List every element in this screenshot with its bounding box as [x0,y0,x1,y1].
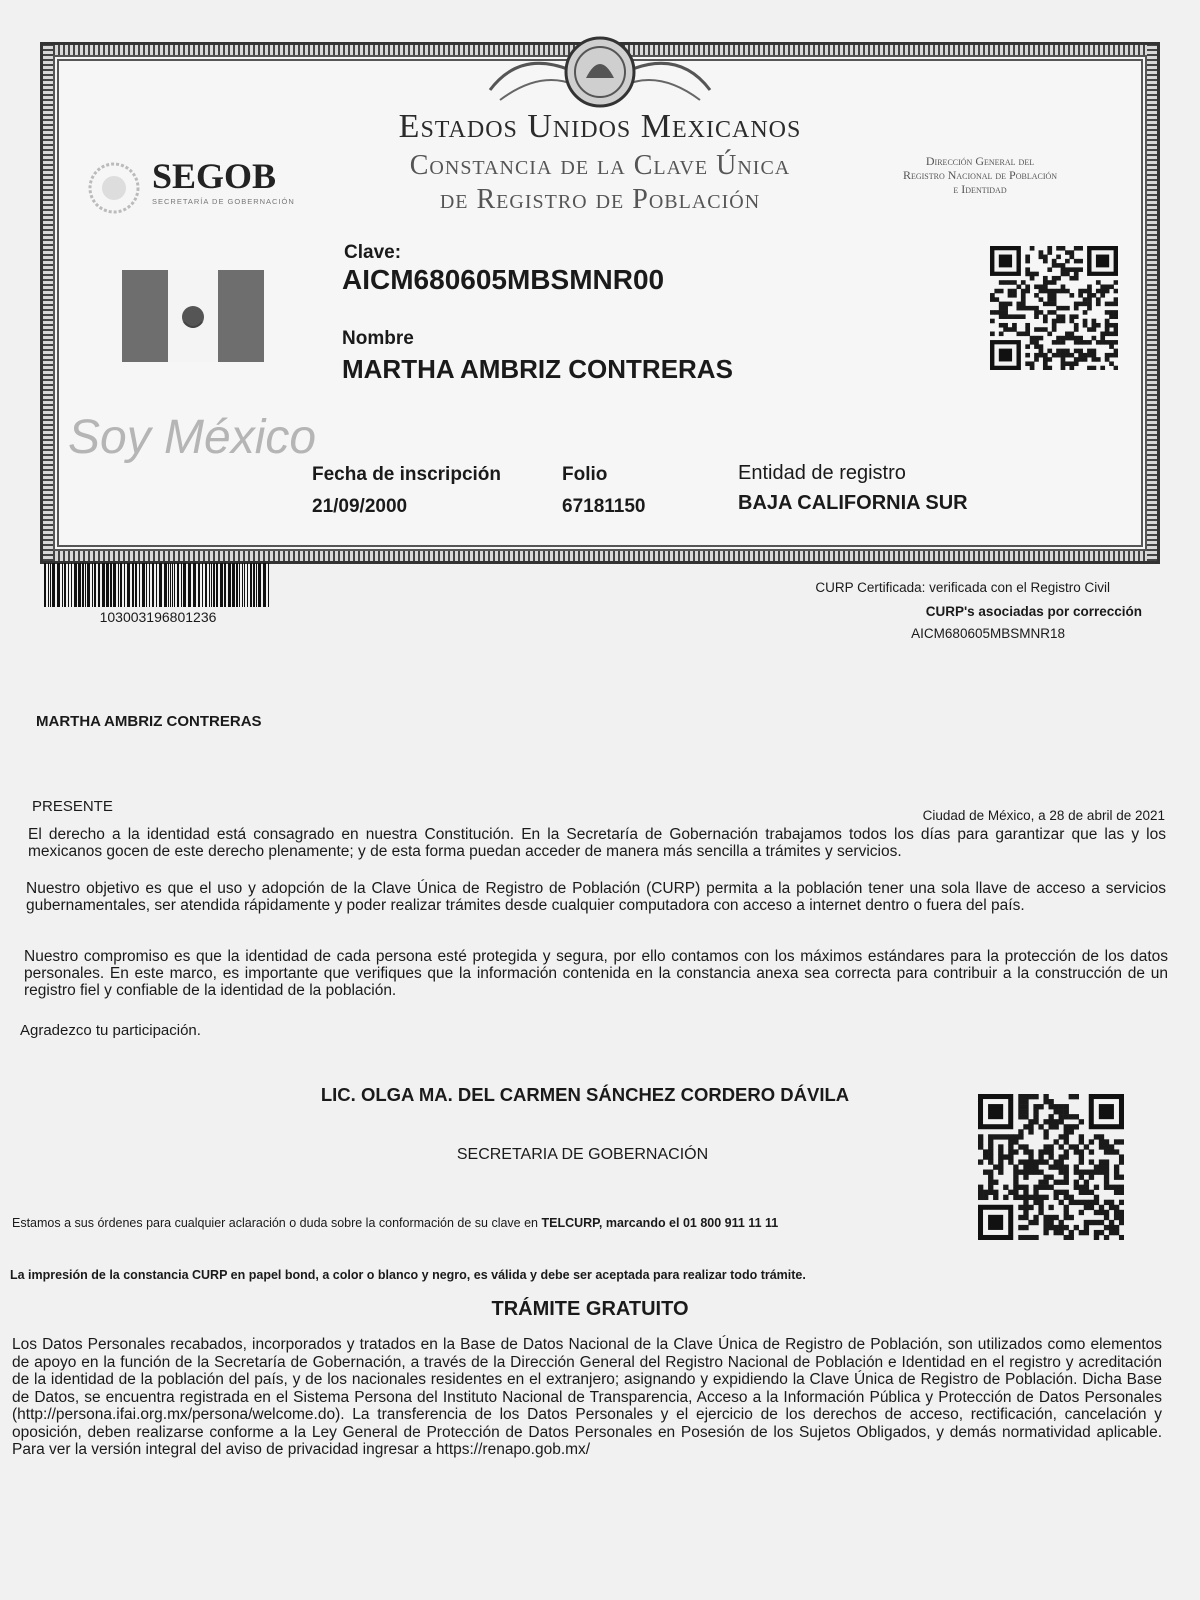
entidad-registro-value: BAJA CALIFORNIA SUR [738,492,968,514]
curp-certificada-note: CURP Certificada: verificada con el Registro Civil [815,580,1110,595]
folio-value: 67181150 [562,496,646,517]
letter-paragraph-1: El derecho a la identidad está consagrado en nuestra Constitución. En la Secretaría de Gobernación trabajamos todos los días para garantizar que las y los mexicanos gocen de este derecho plenamente; y de esta forma puedan acceder de manera más sencilla a trámites y servicios. [28,826,1166,860]
signer-name: LIC. OLGA MA. DEL CARMEN SÁNCHEZ CORDERO DÁVILA [320,1084,850,1105]
letter-recipient: MARTHA AMBRIZ CONTRERAS [36,713,262,730]
telcurp-note [12,1216,972,1230]
validity-note: La impresión de la constancia CURP en papel bond, a color o blanco y negro, es válida y debe ser aceptada para realizar todo trámite. [10,1268,806,1282]
fecha-inscripcion-label: Fecha de inscripción [312,464,501,485]
country-title: Estados Unidos Mexicanos [398,108,802,145]
mexican-flag-icon [122,270,264,362]
curp-asociadas-label: CURP's asociadas por corrección [925,604,1142,619]
soy-mexico-slogan: Soy México [68,411,317,464]
telcurp-number: TELCURP, marcando el 01 800 911 11 11 [541,1216,779,1230]
document-title-line1: Constancia de la Clave Única [409,150,791,181]
telcurp-note-text: Estamos a sus órdenes para cualquier aclaración o duda sobre la conformación de su clave en [12,1216,542,1230]
barcode-number: 103003196801236 [99,609,217,625]
barcode-icon [44,563,272,607]
letter-paragraph-2: Nuestro objetivo es que el uso y adopción de la Clave Única de Registro de Población (CURP) permita a la población tener una sola llave de acceso a servicios gubernamentales, ser atendida rápidamente y poder realizar trámites desde cualquier computadora con acceso a internet dentro o fuera del país. [26,880,1166,914]
signer-title: SECRETARIA DE GOBERNACIÓN [456,1146,709,1163]
fecha-inscripcion-value: 21/09/2000 [312,496,408,517]
folio-label: Folio [562,464,608,485]
qr-code-icon [978,1094,1124,1240]
letter-date: Ciudad de México, a 28 de abril de 2021 [922,808,1165,823]
privacy-notice: Los Datos Personales recabados, incorporados y tratados en la Base de Datos Nacional de la Clave Única de Registro de Población, son utilizados como elementos de apoyo en la función de la Secretaría de Gobernación, a través de la Dirección General del Registro Nacional de Población e Identidad en el registro y acreditación de la identidad de la población del país, y de los nacionales residentes en el extranjero; asignando y expidiendo la Clave Única de Registro de Población. Dicha Base de Datos, se encuentra registrada en el Sistema Persona del Instituto Nacional de Transparencia, Acceso a la Información Pública y Protección de Datos Personales (http://persona.ifai.org.mx/persona/welcome.do). La transferencia de los Datos Personales y el ejercicio de los derechos de acceso, rectificación, cancelación y oposición, deben realizarse conforme a la Ley General de Protección de Datos Personales en Posesión de los Sujetos Obligados, y demás normatividad aplicable. Para ver la versión integral del aviso de privacidad ingresar a https://renapo.gob.mx/ [12,1336,1162,1458]
letter-thanks: Agradezco tu participación. [20,1022,201,1039]
direccion-line3: e Identidad [953,182,1007,196]
clave-value: AICM680605MBSMNR00 [342,264,665,295]
letter-presente: PRESENTE [32,798,113,815]
direccion-general-block [860,154,1100,196]
document-title-line2: de Registro de Población [439,184,761,215]
segob-logo-text: SEGOB [152,156,277,196]
segob-subtitle: SECRETARÍA DE GOBERNACIÓN [152,197,295,206]
frame-border-bottom [43,551,1157,561]
segob-emblem-icon [86,160,142,216]
curp-asociada-value: AICM680605MBSMNR18 [911,626,1065,641]
clave-label: Clave: [344,242,402,263]
frame-border-left [43,45,53,561]
nombre-label: Nombre [342,328,414,349]
nombre-value: MARTHA AMBRIZ CONTRERAS [342,354,733,384]
national-seal-icon [480,30,720,110]
letter-paragraph-3: Nuestro compromiso es que la identidad de cada persona esté protegida y segura, por ello contamos con los máximos estándares para la protección de los datos personales. En este marco, es importante que verifiques que la información contenida en la constancia anexa sea correcta para contribuir a la construcción de un registro fiel y confiable de la identidad de la población. [24,948,1168,999]
direccion-line2: Registro Nacional de Población [902,168,1058,182]
entidad-registro-label: Entidad de registro [738,462,906,484]
qr-code-icon [990,246,1118,370]
tramite-gratuito: TRÁMITE GRATUITO [491,1298,689,1320]
direccion-line1: Dirección General del [925,154,1035,168]
frame-border-right [1147,45,1157,561]
